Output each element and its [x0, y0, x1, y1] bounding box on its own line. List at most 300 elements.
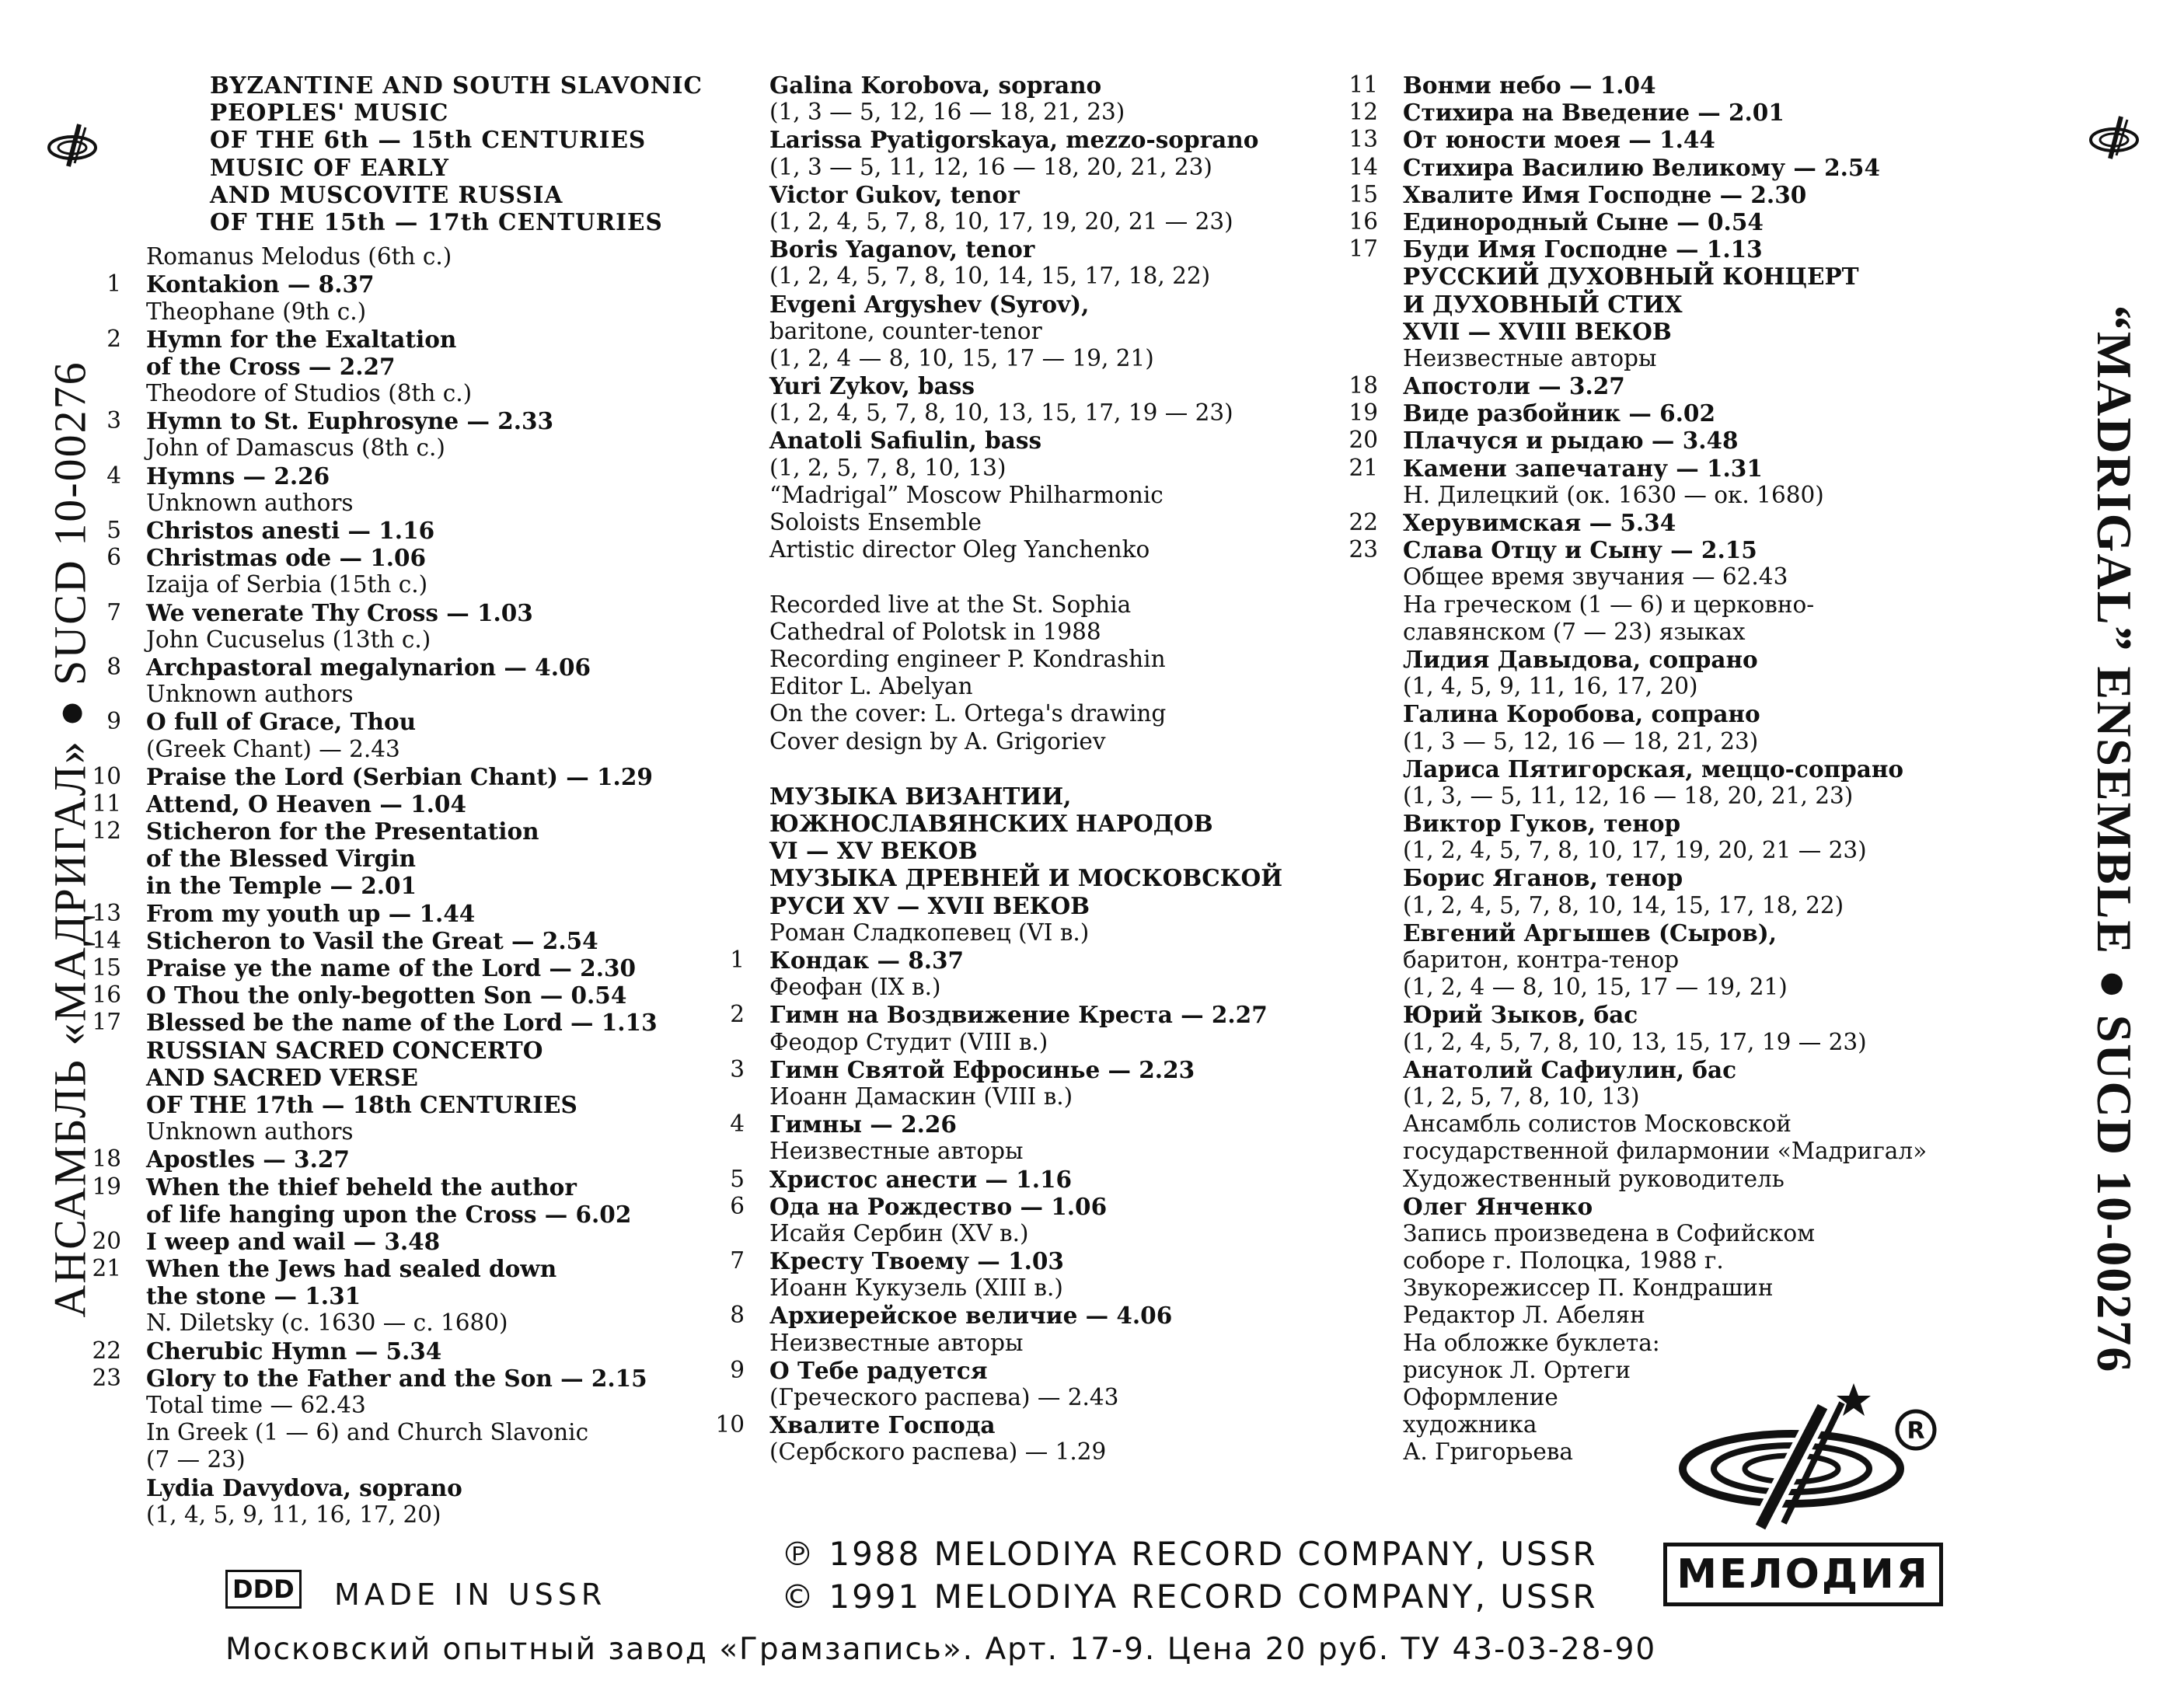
track-number: 7	[106, 598, 121, 626]
track-line	[1339, 700, 2025, 727]
track-text: (1, 4, 5, 9, 11, 16, 17, 20)	[146, 1501, 441, 1528]
track-line	[706, 536, 1391, 563]
track-text: Буди Имя Господне — 1.13	[1403, 235, 1763, 263]
track-line	[1339, 591, 2025, 619]
manufacturer-line: Московский опытный завод «Грамзапись». Арт. 17-9. Цена 20 руб. ТУ 43-03-28-90	[225, 1632, 1657, 1667]
track-text: OF THE 17th — 18th CENTURIES	[146, 1090, 577, 1118]
track-text: Н. Дилецкий (ок. 1630 — ок. 1680)	[1403, 481, 1824, 508]
track-text: (1, 2, 4 — 8, 10, 15, 17 — 19, 21)	[1403, 974, 1788, 1001]
track-line	[706, 1384, 1391, 1411]
track-text: Cherubic Hymn — 5.34	[146, 1337, 442, 1365]
track-number: 15	[1348, 180, 1378, 207]
track-line	[82, 544, 760, 571]
track-text: И ДУХОВНЫЙ СТИХ	[1403, 290, 1683, 318]
track-number: 17	[1348, 235, 1378, 263]
track-text: (1, 2, 4, 5, 7, 8, 10, 17, 19, 20, 21 — 23)	[1403, 837, 1867, 864]
track-line	[82, 681, 760, 708]
left-spine-text: АНСАМБЛЬ «МАДРИГАЛ» ● SUCD 10-00276	[44, 361, 96, 1318]
track-line	[706, 235, 1391, 263]
track-text: (Греческого распева) — 2.43	[769, 1384, 1119, 1410]
track-text: (7 — 23)	[146, 1446, 246, 1473]
track-line	[706, 154, 1391, 181]
track-text: John Cucuselus (13th c.)	[146, 626, 431, 653]
track-line	[82, 1201, 760, 1228]
track-line	[1339, 1193, 2025, 1220]
track-number: 18	[1348, 372, 1378, 399]
track-number: 16	[92, 981, 121, 1009]
track-text: of the Cross — 2.27	[146, 352, 396, 380]
track-text: (1, 2, 5, 7, 8, 10, 13)	[769, 454, 1007, 481]
track-line	[706, 1411, 1391, 1438]
track-text: МУЗЫКА ВИЗАНТИИ,	[769, 782, 1072, 810]
track-text: соборе г. Полоцка, 1988 г.	[1403, 1247, 1724, 1274]
track-line	[1339, 1166, 2025, 1193]
heading-text: BYZANTINE AND SOUTH SLAVONIC	[210, 71, 703, 99]
track-text: (1, 2, 4, 5, 7, 8, 10, 13, 15, 17, 19 — 23)	[1403, 1028, 1867, 1055]
track-line	[1339, 509, 2025, 536]
track-line	[82, 434, 760, 462]
english-track-lines	[82, 243, 760, 1529]
track-line	[706, 919, 1391, 947]
track-number: 18	[92, 1145, 121, 1173]
track-text: баритон, контра-тенор	[1403, 947, 1680, 973]
track-text: Иоанн Кукузель (XIII в.)	[769, 1274, 1063, 1302]
track-number: 5	[106, 517, 121, 543]
track-line	[1339, 1083, 2025, 1110]
track-text: Слава Отцу и Сыну — 2.15	[1403, 536, 1757, 564]
track-line	[82, 1009, 760, 1036]
track-line	[1339, 1302, 2025, 1329]
track-line	[1339, 235, 2025, 263]
track-number: 21	[92, 1255, 121, 1282]
track-text: (1, 3, — 5, 11, 12, 16 — 18, 20, 21, 23)	[1403, 782, 1854, 809]
track-line	[82, 736, 760, 763]
melodiya-wordmark: МЕЛОДИЯ	[1663, 1543, 1943, 1606]
track-text: О Тебе радуется	[769, 1356, 988, 1384]
track-line	[82, 708, 760, 735]
track-text: Неизвестные авторы	[769, 1138, 1024, 1165]
track-line	[1339, 399, 2025, 427]
track-line	[1339, 563, 2025, 591]
heading-line	[146, 71, 760, 99]
track-text: Blessed be the name of the Lord — 1.13	[146, 1009, 658, 1037]
track-text: (1, 2, 5, 7, 8, 10, 13)	[1403, 1083, 1640, 1110]
copyright-line: © 1991 MELODIYA RECORD COMPANY, USSR	[781, 1578, 1598, 1616]
track-text: Apostles — 3.27	[146, 1145, 350, 1173]
track-line	[1339, 1330, 2025, 1357]
track-line	[82, 270, 760, 298]
track-text: Единородный Сыне — 0.54	[1403, 207, 1764, 235]
track-text: Hymns — 2.26	[146, 462, 330, 490]
track-number: 1	[730, 947, 745, 973]
track-text: Художественный руководитель	[1403, 1165, 1785, 1192]
track-text: Artistic director Oleg Yanchenko	[769, 536, 1150, 563]
track-text: When the thief beheld the author	[146, 1173, 577, 1201]
track-line	[706, 99, 1391, 126]
made-in-label: MADE IN USSR	[334, 1578, 607, 1612]
track-line	[82, 872, 760, 899]
track-line	[82, 243, 760, 270]
track-line	[706, 126, 1391, 153]
track-text: Total time — 62.43	[146, 1392, 366, 1418]
track-line	[706, 345, 1391, 372]
track-line	[1339, 345, 2025, 372]
track-line	[706, 1083, 1391, 1110]
track-text: the stone — 1.31	[146, 1282, 361, 1310]
track-number: 13	[92, 899, 121, 926]
track-text: Исайя Сербин (XV в.)	[769, 1219, 1029, 1246]
track-text: Unknown authors	[146, 681, 354, 708]
track-line	[706, 71, 1391, 99]
track-text: (Greek Chant) — 2.43	[146, 735, 400, 762]
track-line	[1339, 1247, 2025, 1274]
track-line	[706, 399, 1391, 427]
track-text: Лариса Пятигорская, меццо-сопрано	[1403, 755, 1904, 783]
track-line	[706, 1110, 1391, 1138]
column3-lines	[1339, 71, 2025, 1466]
track-line	[82, 818, 760, 845]
track-line	[706, 1330, 1391, 1357]
track-text: Soloists Ensemble	[769, 509, 982, 535]
track-line	[82, 845, 760, 872]
track-text: “Madrigal” Moscow Philharmonic	[769, 481, 1164, 508]
track-line	[1339, 126, 2025, 153]
track-text: Boris Yaganov, tenor	[769, 235, 1035, 263]
track-line	[82, 1419, 760, 1446]
track-number: 9	[106, 708, 121, 735]
track-line	[1339, 864, 2025, 891]
track-text: (1, 2, 4, 5, 7, 8, 10, 14, 15, 17, 18, 22)	[769, 263, 1211, 290]
track-number: 8	[106, 653, 121, 680]
track-text: RUSSIAN SACRED CONCERTO	[146, 1036, 543, 1064]
track-text: XVII — XVIII ВЕКОВ	[1403, 317, 1672, 345]
track-text: In Greek (1 — 6) and Church Slavonic	[146, 1419, 589, 1446]
track-line	[1339, 837, 2025, 864]
track-text: Феодор Студит (VIII в.)	[769, 1028, 1048, 1055]
track-text: Sticheron for the Presentation	[146, 818, 539, 846]
track-text: (1, 2, 4, 5, 7, 8, 10, 14, 15, 17, 18, 22)	[1403, 891, 1844, 919]
russian-tracklist-column	[1348, 71, 2025, 1466]
phonogram-copyright: ℗ 1988 MELODIYA RECORD COMPANY, USSR	[781, 1535, 1598, 1573]
track-number: 14	[92, 926, 121, 954]
track-text: Lydia Davydova, soprano	[146, 1473, 462, 1501]
track-text: рисунок Л. Ортеги	[1403, 1356, 1631, 1383]
track-text: Анатолий Сафиулин, бас	[1403, 1055, 1737, 1083]
track-number: 23	[1348, 536, 1378, 563]
track-line	[1339, 1110, 2025, 1138]
english-tracklist-column	[92, 71, 760, 1529]
track-line	[706, 1138, 1391, 1165]
track-line	[706, 673, 1391, 700]
track-line	[706, 482, 1391, 509]
track-number: 10	[715, 1411, 745, 1438]
track-line	[82, 517, 760, 544]
track-number: 7	[730, 1247, 745, 1274]
track-line	[1339, 1001, 2025, 1028]
track-line	[706, 455, 1391, 482]
track-line	[1339, 536, 2025, 563]
track-line	[1339, 372, 2025, 399]
track-line	[706, 810, 1391, 837]
track-text: Editor L. Abelyan	[769, 673, 973, 700]
track-line	[706, 427, 1391, 454]
track-text: Евгений Аргышев (Сыров),	[1403, 919, 1778, 947]
heading-text: OF THE 15th — 17th CENTURIES	[210, 207, 663, 235]
track-line	[706, 208, 1391, 235]
melodiya-logo-icon	[2087, 109, 2141, 163]
credits-and-russian-tracklist-column	[715, 71, 1391, 1466]
track-line	[82, 763, 760, 790]
track-number: 16	[1348, 207, 1378, 235]
track-text: Cover design by A. Grigoriev	[769, 727, 1106, 755]
track-text: Galina Korobova, soprano	[769, 71, 1102, 99]
track-line	[706, 1056, 1391, 1083]
track-number: 19	[92, 1173, 121, 1200]
track-text: Феофан (IX в.)	[769, 974, 941, 1001]
track-text: Archpastoral megalynarion — 4.06	[146, 653, 591, 681]
heading-text: OF THE 6th — 15th CENTURIES	[210, 126, 647, 154]
track-number: 3	[106, 407, 121, 434]
track-line	[82, 1064, 760, 1091]
track-line	[1339, 291, 2025, 318]
track-line	[82, 1337, 760, 1365]
track-line	[706, 892, 1391, 919]
track-line	[1339, 427, 2025, 454]
track-line	[706, 700, 1391, 727]
track-text: Unknown authors	[146, 489, 354, 516]
track-text: Izaija of Serbia (15th c.)	[146, 571, 428, 598]
track-text: Christos anesti — 1.16	[146, 517, 435, 544]
track-text: Виктор Гуков, тенор	[1403, 810, 1681, 838]
track-number: 2	[730, 1001, 745, 1028]
track-line	[82, 1501, 760, 1529]
track-text: Юрий Зыков, бас	[1403, 1001, 1638, 1029]
track-text: Стихира на Введение — 2.01	[1403, 99, 1785, 127]
track-line	[706, 1001, 1391, 1028]
track-text: of the Blessed Virgin	[146, 845, 416, 873]
track-text: When the Jews had sealed down	[146, 1255, 557, 1283]
track-line	[82, 326, 760, 353]
track-text: John of Damascus (8th c.)	[146, 434, 445, 462]
track-line	[82, 599, 760, 626]
track-line	[82, 1474, 760, 1501]
track-text: РУССКИЙ ДУХОВНЫЙ КОНЦЕРТ	[1403, 263, 1859, 291]
track-line	[706, 372, 1391, 399]
track-line	[1339, 263, 2025, 290]
track-line	[706, 619, 1391, 646]
track-text: Glory to the Father and the Son — 2.15	[146, 1364, 647, 1392]
track-text: Гимны — 2.26	[769, 1110, 957, 1138]
track-text: Praise the Lord (Serbian Chant) — 1.29	[146, 762, 653, 790]
track-text: N. Diletsky (c. 1630 — c. 1680)	[146, 1309, 508, 1337]
track-line	[82, 1446, 760, 1473]
track-line	[706, 181, 1391, 208]
track-line	[82, 1309, 760, 1337]
track-line	[82, 626, 760, 654]
track-text: Recorded live at the St. Sophia	[769, 591, 1132, 618]
track-text: Виде разбойник — 6.02	[1403, 399, 1715, 427]
track-line	[82, 1145, 760, 1173]
track-number: 12	[1348, 99, 1378, 126]
track-line	[82, 1118, 760, 1145]
track-text: AND SACRED VERSE	[146, 1063, 418, 1091]
track-line	[82, 1037, 760, 1064]
ddd-badge: DDD	[225, 1570, 302, 1609]
track-line	[706, 318, 1391, 345]
track-number: 9	[730, 1356, 745, 1383]
track-number: 2	[106, 325, 121, 352]
track-text: Гимн Святой Ефросинье — 2.23	[769, 1055, 1195, 1083]
track-line	[82, 1282, 760, 1309]
track-text: Praise ye the name of the Lord — 2.30	[146, 954, 637, 981]
track-line	[1339, 1056, 2025, 1083]
track-line	[1339, 1274, 2025, 1302]
track-line	[1339, 318, 2025, 345]
heading-text: MUSIC OF EARLY	[210, 153, 449, 181]
track-line	[1339, 71, 2025, 99]
track-text: Anatoli Safiulin, bass	[769, 427, 1042, 455]
melodiya-logo-icon	[45, 117, 99, 171]
track-line	[82, 462, 760, 490]
track-text: Роман Сладкопевец (VI в.)	[769, 919, 1090, 946]
track-text: Attend, O Heaven — 1.04	[146, 790, 466, 818]
track-line	[82, 790, 760, 818]
track-line	[706, 864, 1391, 891]
track-number: 23	[92, 1364, 121, 1391]
track-number: 22	[1348, 509, 1378, 535]
track-line	[82, 1173, 760, 1201]
track-text: Запись произведена в Софийском	[1403, 1219, 1816, 1246]
track-text: O Thou the only-begotten Son — 0.54	[146, 981, 627, 1009]
track-line	[1339, 974, 2025, 1001]
track-number: 6	[730, 1192, 745, 1219]
svg-text:R: R	[1907, 1417, 1925, 1445]
track-text: ЮЖНОСЛАВЯНСКИХ НАРОДОВ	[769, 810, 1213, 838]
track-text: Христос анести — 1.16	[769, 1165, 1073, 1193]
track-text: Оформление	[1403, 1384, 1558, 1410]
track-line	[82, 954, 760, 981]
track-text: Кондак — 8.37	[769, 947, 965, 974]
track-text: (1, 2, 4 — 8, 10, 15, 17 — 19, 21)	[769, 344, 1154, 371]
track-text: (1, 3 — 5, 11, 12, 16 — 18, 20, 21, 23)	[769, 153, 1212, 180]
track-line	[1339, 99, 2025, 126]
track-number: 14	[1348, 153, 1378, 180]
track-line	[706, 1029, 1391, 1056]
track-number: 10	[92, 762, 121, 790]
track-text: Ансамбль солистов Московской	[1403, 1110, 1792, 1138]
track-number: 19	[1348, 399, 1378, 427]
track-line	[1339, 208, 2025, 235]
track-text: государственной филармонии «Мадригал»	[1403, 1138, 1928, 1165]
track-text: Yuri Zykov, bass	[769, 372, 975, 400]
track-line	[706, 728, 1391, 755]
track-line	[1339, 1029, 2025, 1056]
heading-line	[146, 126, 760, 153]
track-text: Victor Gukov, tenor	[769, 180, 1020, 208]
track-text: Общее время звучания — 62.43	[1403, 563, 1788, 591]
track-line	[82, 1392, 760, 1419]
track-text: От юности моея — 1.44	[1403, 126, 1715, 154]
column2-lines	[706, 71, 1391, 1466]
track-text: МУЗЫКА ДРЕВНЕЙ И МОСКОВСКОЙ	[769, 864, 1283, 892]
track-line	[706, 509, 1391, 536]
track-line	[706, 947, 1391, 974]
track-line	[1339, 181, 2025, 208]
track-text: Стихира Василию Великому — 2.54	[1403, 153, 1880, 181]
track-line	[706, 1357, 1391, 1384]
track-text: Кресту Твоему — 1.03	[769, 1247, 1064, 1275]
track-line	[1339, 646, 2025, 673]
heading-text: PEOPLES' MUSIC	[210, 99, 449, 127]
track-line	[1339, 892, 2025, 919]
track-text: Неизвестные авторы	[1403, 344, 1657, 371]
track-number: 21	[1348, 454, 1378, 481]
track-text: (1, 3 — 5, 12, 16 — 18, 21, 23)	[769, 99, 1125, 126]
track-text: Неизвестные авторы	[769, 1329, 1024, 1356]
track-text: Иоанн Дамаскин (VIII в.)	[769, 1083, 1073, 1110]
track-text: Theophane (9th c.)	[146, 298, 367, 325]
heading-line	[146, 181, 760, 208]
track-line	[706, 1438, 1391, 1466]
track-line	[1339, 619, 2025, 646]
track-text: We venerate Thy Cross — 1.03	[146, 598, 533, 626]
track-text: Sticheron to Vasil the Great — 2.54	[146, 926, 598, 954]
track-line	[82, 900, 760, 927]
track-line	[706, 591, 1391, 619]
track-number: 22	[92, 1337, 121, 1364]
track-line	[1339, 673, 2025, 700]
track-line	[706, 974, 1391, 1001]
track-line	[706, 1302, 1391, 1329]
track-text: славянском (7 — 23) языках	[1403, 618, 1746, 645]
track-text: РУСИ XV — XVII ВЕКОВ	[769, 891, 1090, 919]
track-line	[82, 353, 760, 380]
track-text: Hymn for the Exaltation	[146, 325, 457, 353]
track-line	[706, 783, 1391, 810]
track-text: Гимн на Воздвижение Креста — 2.27	[769, 1001, 1268, 1029]
track-line	[82, 380, 760, 407]
track-line	[82, 571, 760, 598]
track-line	[1339, 755, 2025, 783]
track-text: На обложке буклета:	[1403, 1329, 1660, 1356]
track-text: Larissa Pyatigorskaya, mezzo-soprano	[769, 126, 1259, 154]
track-line	[82, 298, 760, 326]
track-text: Камени запечатану — 1.31	[1403, 454, 1763, 482]
track-text: На греческом (1 — 6) и церковно-	[1403, 591, 1815, 618]
track-text: Борис Яганов, тенор	[1403, 864, 1683, 892]
track-text: Хвалите Имя Господне — 2.30	[1403, 180, 1807, 208]
track-line	[1339, 154, 2025, 181]
track-line	[706, 1247, 1391, 1274]
track-text: (Сербского распева) — 1.29	[769, 1438, 1107, 1466]
track-text: Cathedral of Polotsk in 1988	[769, 618, 1101, 645]
track-text: Галина Коробова, сопрано	[1403, 700, 1760, 728]
track-text: Recording engineer P. Kondrashin	[769, 645, 1166, 672]
track-line	[82, 927, 760, 954]
track-text: Christmas ode — 1.06	[146, 544, 427, 572]
track-line	[706, 1274, 1391, 1302]
track-text: of life hanging upon the Cross — 6.02	[146, 1200, 632, 1228]
track-line	[1339, 728, 2025, 755]
track-text: Hymn to St. Euphrosyne — 2.33	[146, 407, 554, 435]
track-text: А. Григорьева	[1403, 1438, 1573, 1466]
track-text: Ода на Рождество — 1.06	[769, 1192, 1108, 1220]
track-text: VI — XV ВЕКОВ	[769, 837, 978, 865]
track-line	[82, 1255, 760, 1282]
track-text: Unknown authors	[146, 1118, 354, 1145]
track-text: Хвалите Господа	[769, 1411, 996, 1439]
track-line	[82, 1091, 760, 1118]
